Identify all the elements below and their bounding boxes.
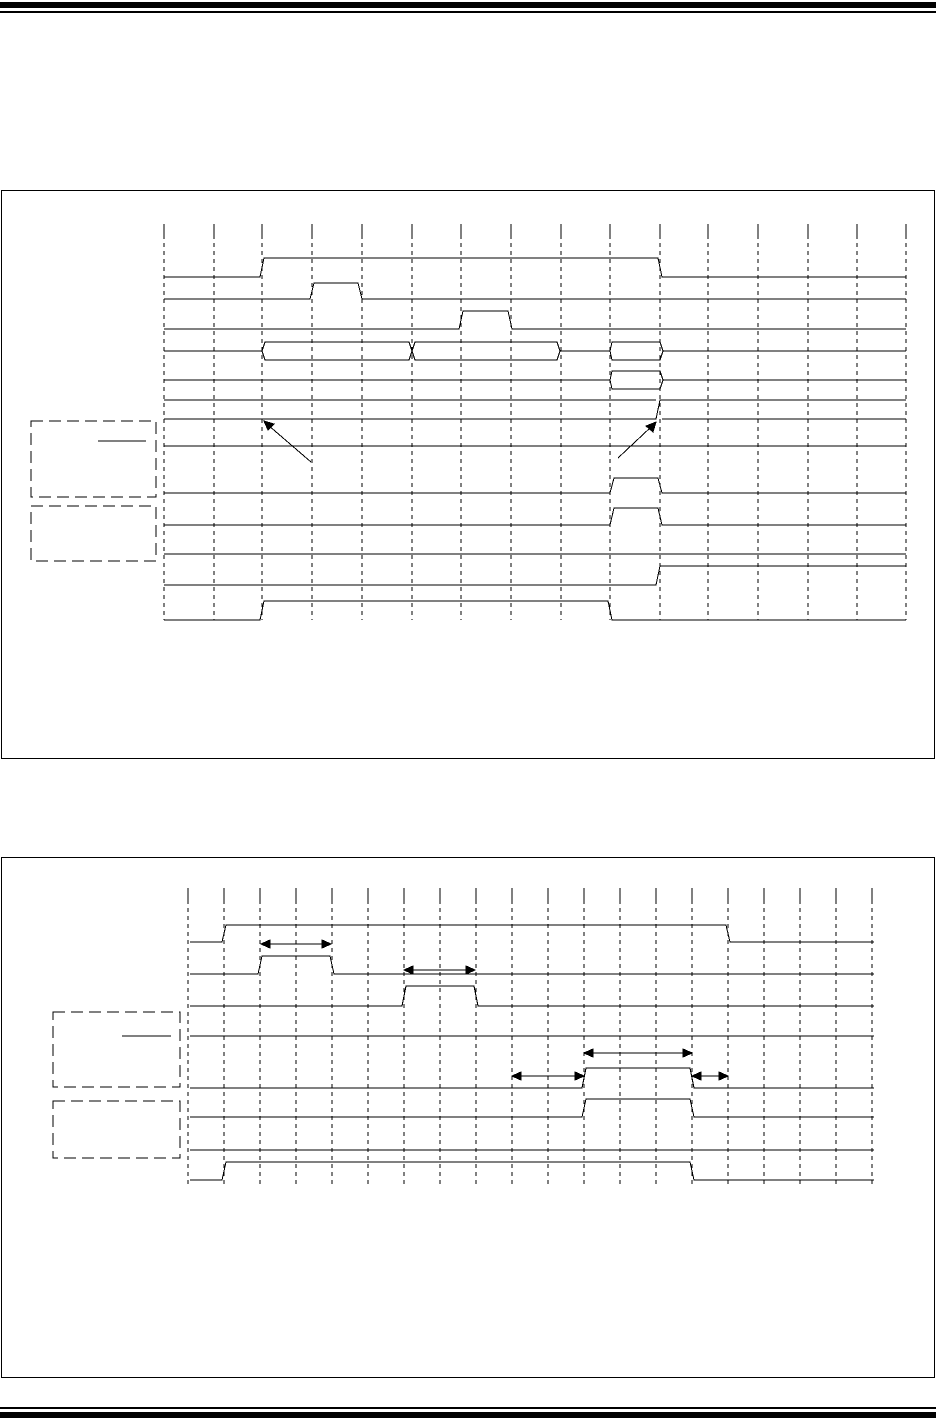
- waveform-b: [190, 956, 874, 974]
- timing-diagram-2-gridlines: [188, 900, 872, 1186]
- waveform-e: [190, 1068, 874, 1088]
- waveform-h: [190, 1162, 874, 1180]
- signal-group-box-3: [53, 1012, 180, 1087]
- interval-arrow-5: [692, 1072, 728, 1080]
- signal-group-box-4: [53, 1101, 180, 1158]
- timing-diagram-2-cycle-ticks: [188, 888, 872, 902]
- waveform-a: [190, 925, 874, 942]
- waveform-c: [190, 986, 874, 1006]
- interval-arrow-4: [584, 1049, 692, 1057]
- waveform-f: [190, 1099, 874, 1117]
